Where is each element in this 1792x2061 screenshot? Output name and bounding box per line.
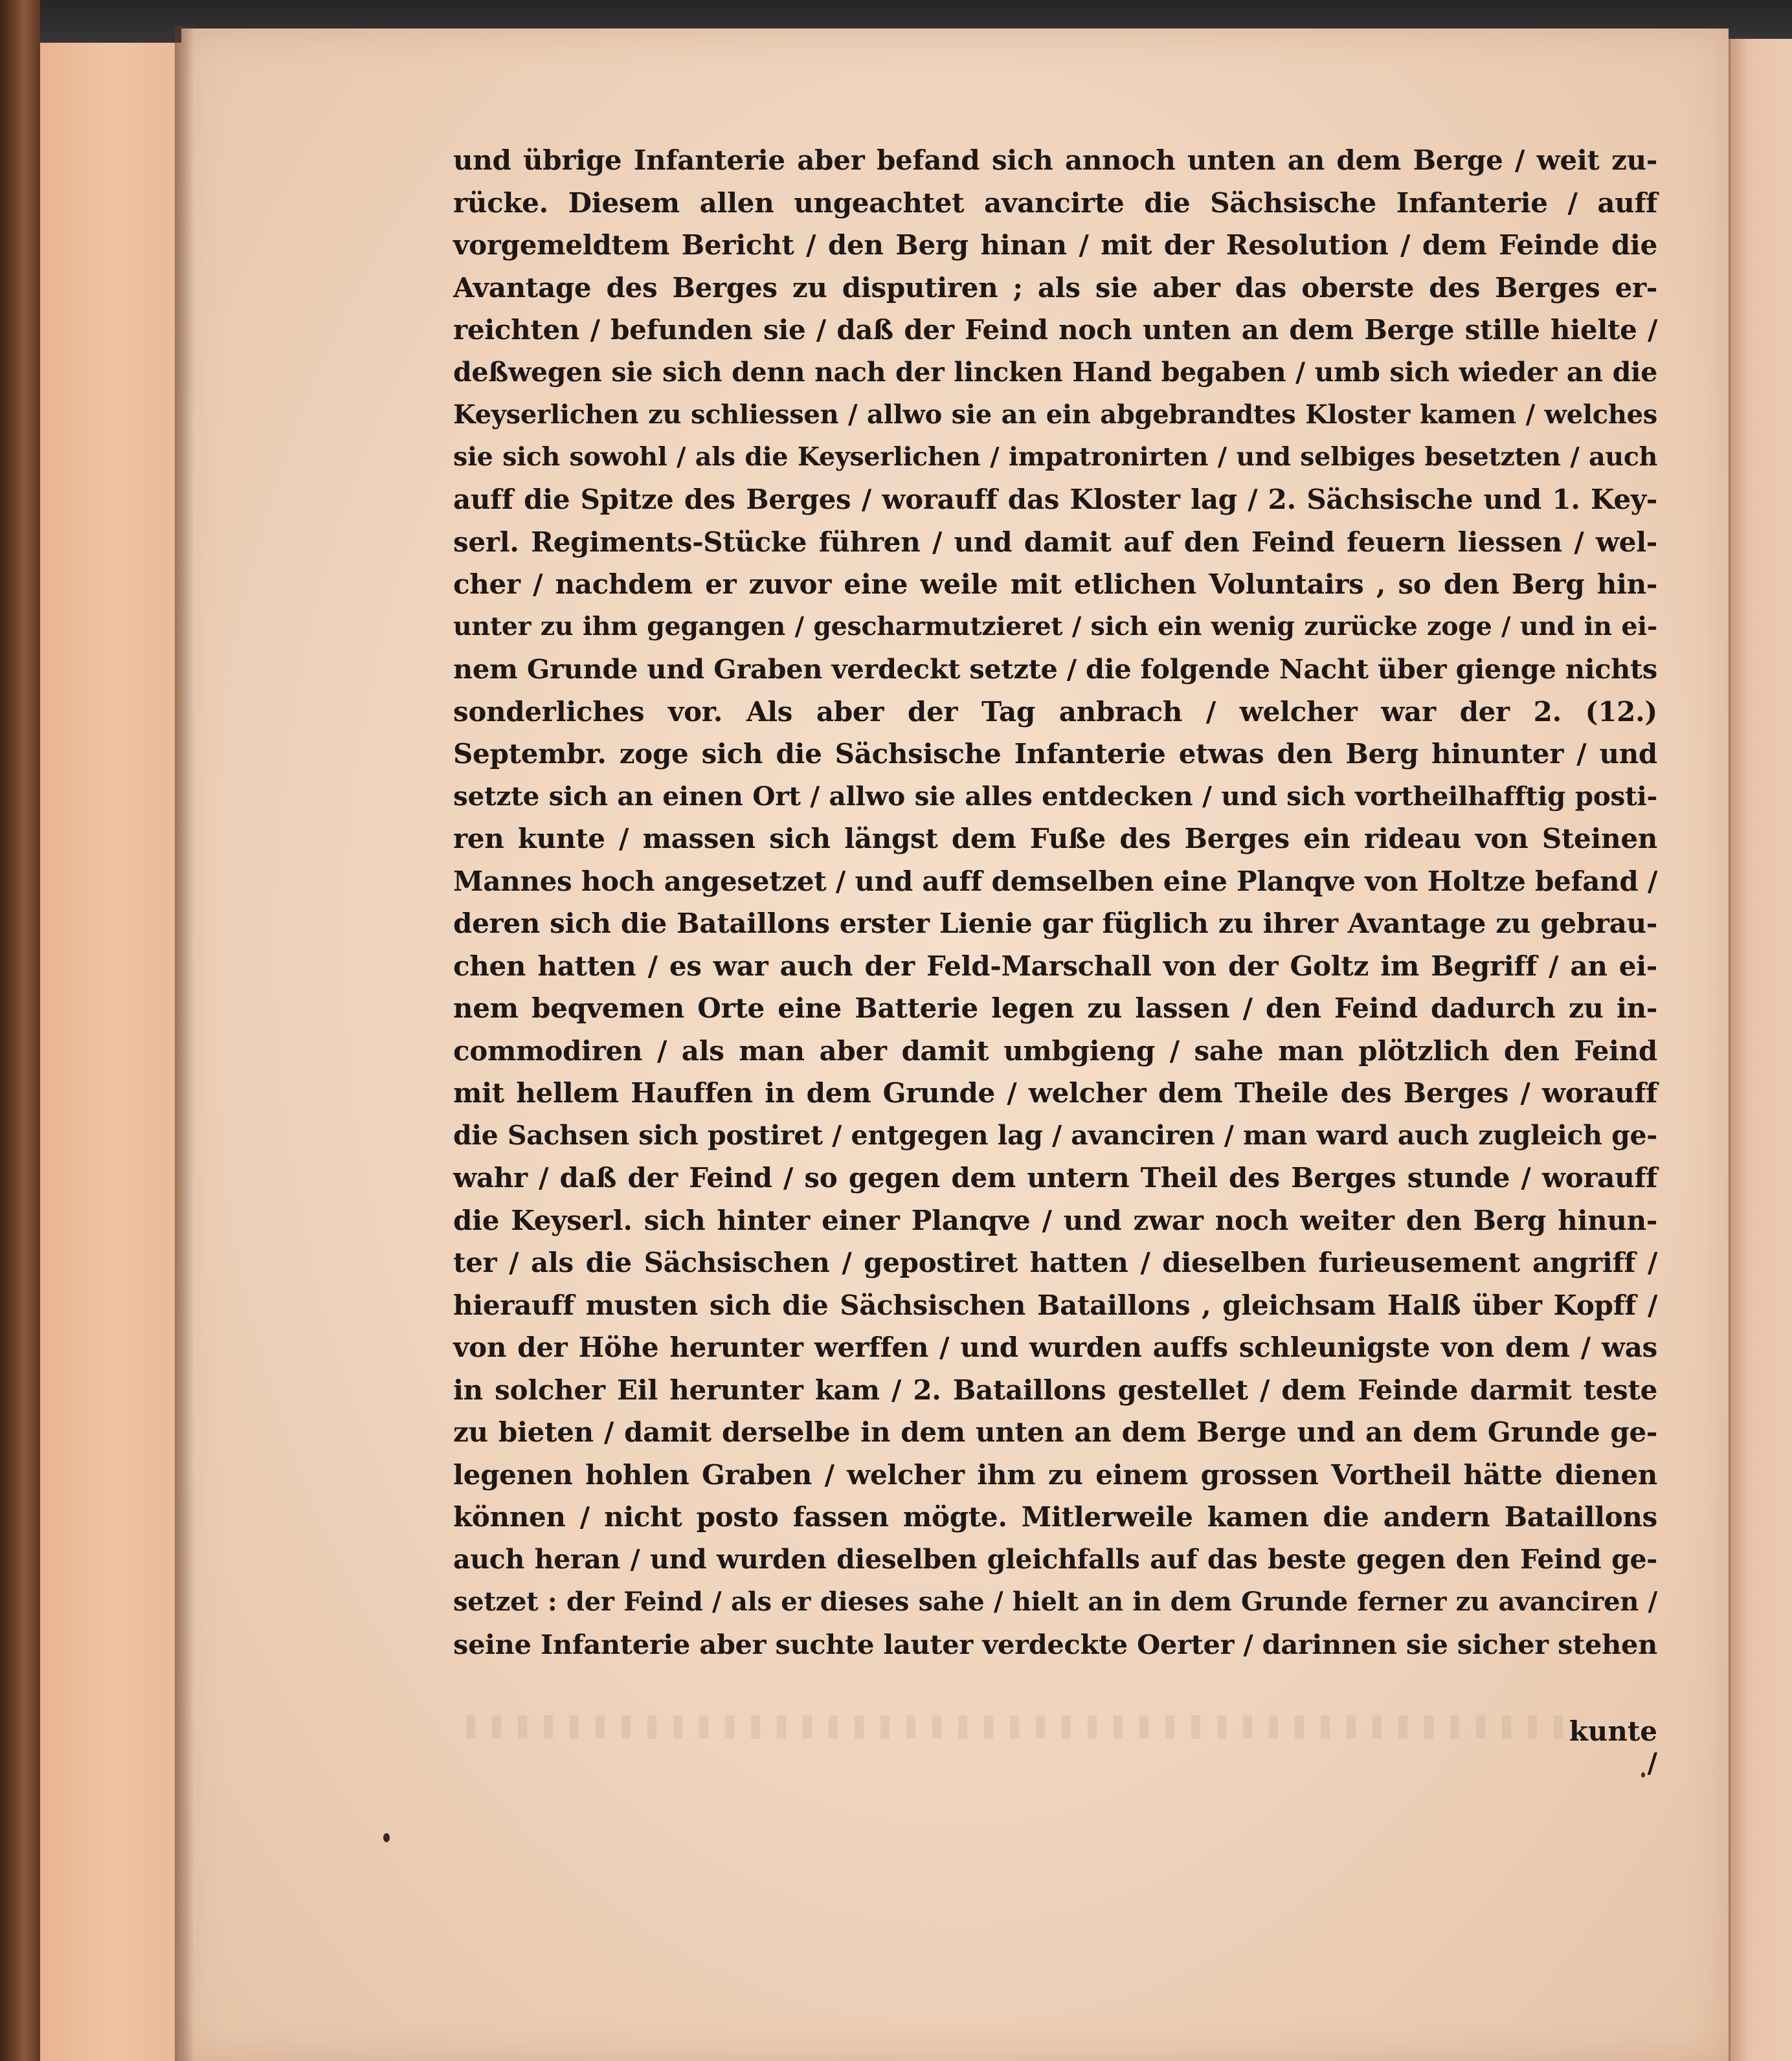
text-line: setzet : der Feind / als er dieses sahe / hielt an in dem Grunde ferner zu avanciren / <box>453 1587 1657 1617</box>
text-line: ter / als die Sächsischen / gepostiret hatten / dieselben furieusement angriff / <box>453 1247 1657 1278</box>
ink-speck <box>1641 1772 1645 1777</box>
text-line: Septembr. zoge sich die Sächsische Infanterie etwas den Berg hinunter / und <box>453 738 1657 770</box>
text-line: und übrige Infanterie aber befand sich annoch unten an dem Berge / weit zu- <box>453 144 1657 176</box>
text-line: nem beqvemen Orte eine Batterie legen zu lassen / den Feind dadurch zu in- <box>453 992 1657 1024</box>
text-line: commodiren / als man aber damit umbgieng / sahe man plötzlich den Feind <box>453 1034 1657 1067</box>
text-line: mit hellem Hauffen in dem Grunde / welcher dem Theile des Berges / worauff <box>453 1077 1657 1109</box>
text-line: Keyserlichen zu schliessen / allwo sie an ein abgebrandtes Kloster kamen / welches <box>453 399 1657 430</box>
text-line: von der Höhe herunter werffen / und wurden auffs schleunigste von dem / was <box>453 1331 1657 1363</box>
text-line: hierauff musten sich die Sächsischen Bataillons , gleichsam Halß über Kopff / <box>453 1289 1657 1321</box>
text-line: in solcher Eil herunter kam / 2. Bataillons gestellet / dem Feinde darmit teste <box>453 1374 1657 1406</box>
gutter-shadow <box>175 26 194 2061</box>
right-page-edge <box>1729 39 1792 2061</box>
text-line: auff die Spitze des Berges / worauff das Kloster lag / 2. Sächsische und 1. Key- <box>453 484 1657 515</box>
text-line: chen hatten / es war auch der Feld-Marschall von der Goltz im Begriff / an ei- <box>453 950 1657 982</box>
text-line: vorgemeldtem Bericht / den Berg hinan / mit der Resolution / dem Feinde die <box>453 229 1657 261</box>
text-line: unter zu ihm gegangen / gescharmutzieret / sich ein wenig zurücke zoge / und in ei- <box>453 611 1657 641</box>
text-line: Avantage des Berges zu disputiren ; als sie aber das oberste des Berges er- <box>453 271 1657 304</box>
text-line: ren kunte / massen sich längst dem Fuße des Berges ein rideau von Steinen <box>453 823 1657 854</box>
book-spine <box>0 0 40 2061</box>
text-line: deßwegen sie sich denn nach der lincken Hand begaben / umb sich wieder an die <box>453 356 1657 388</box>
text-line: reichten / befunden sie / daß der Feind noch unten an dem Berge stille hielte / <box>453 314 1657 346</box>
text-line: rücke. Diesem allen ungeachtet avancirte die Sächsische Infanterie / auff <box>453 186 1657 219</box>
text-line: cher / nachdem er zuvor eine weile mit etlichen Voluntairs , so den Berg hin- <box>453 568 1657 600</box>
text-line: die Sachsen sich postiret / entgegen lag / avanciren / man ward auch zugleich ge- <box>453 1119 1657 1151</box>
text-line: nem Grunde und Graben verdeckt setzte / die folgende Nacht über gienge nichts <box>453 653 1657 685</box>
text-line: legenen hohlen Graben / welcher ihm zu einem grossen Vortheil hätte dienen <box>453 1458 1657 1491</box>
left-page-edge <box>40 43 185 2061</box>
text-line: deren sich die Bataillons erster Lienie gar füglich zu ihrer Avantage zu gebrau- <box>453 908 1657 939</box>
text-line: sie sich sowohl / als die Keyserlichen / impatronirten / und selbiges besetzten / auch <box>453 441 1657 472</box>
text-line: serl. Regiments-Stücke führen / und damit auf den Feind feuern liessen / wel- <box>453 526 1657 558</box>
text-line: Mannes hoch angesetzet / und auff demselben eine Planqve von Holtze befand / <box>453 865 1657 897</box>
ink-speck <box>383 1833 390 1842</box>
page-text <box>453 139 1657 1666</box>
text-line: können / nicht posto fassen mögte. Mitlerweile kamen die andern Bataillons <box>453 1501 1657 1533</box>
text-line: seine Infanterie aber suchte lauter verdeckte Oerter / darinnen sie sicher stehen <box>453 1628 1657 1660</box>
text-line: auch heran / und wurden dieselben gleichfalls auf das beste gegen den Feind ge- <box>453 1543 1657 1575</box>
text-line: die Keyserl. sich hinter einer Planqve / und zwar noch weiter den Berg hinun- <box>453 1204 1657 1236</box>
text-line: wahr / daß der Feind / so gegen dem untern Theil des Berges stunde / worauff <box>453 1162 1657 1194</box>
text-line: sonderliches vor. Als aber der Tag anbrach / welcher war der 2. (12.) <box>453 695 1657 728</box>
text-line: zu bieten / damit derselbe in dem unten an dem Berge und an dem Grunde ge- <box>453 1416 1657 1448</box>
show-through-ink <box>466 1715 1567 1739</box>
text-line: setzte sich an einen Ort / allwo sie alles entdecken / und sich vortheilhafftig posti- <box>453 780 1657 812</box>
catchword: kunte / <box>1569 1715 1657 1779</box>
